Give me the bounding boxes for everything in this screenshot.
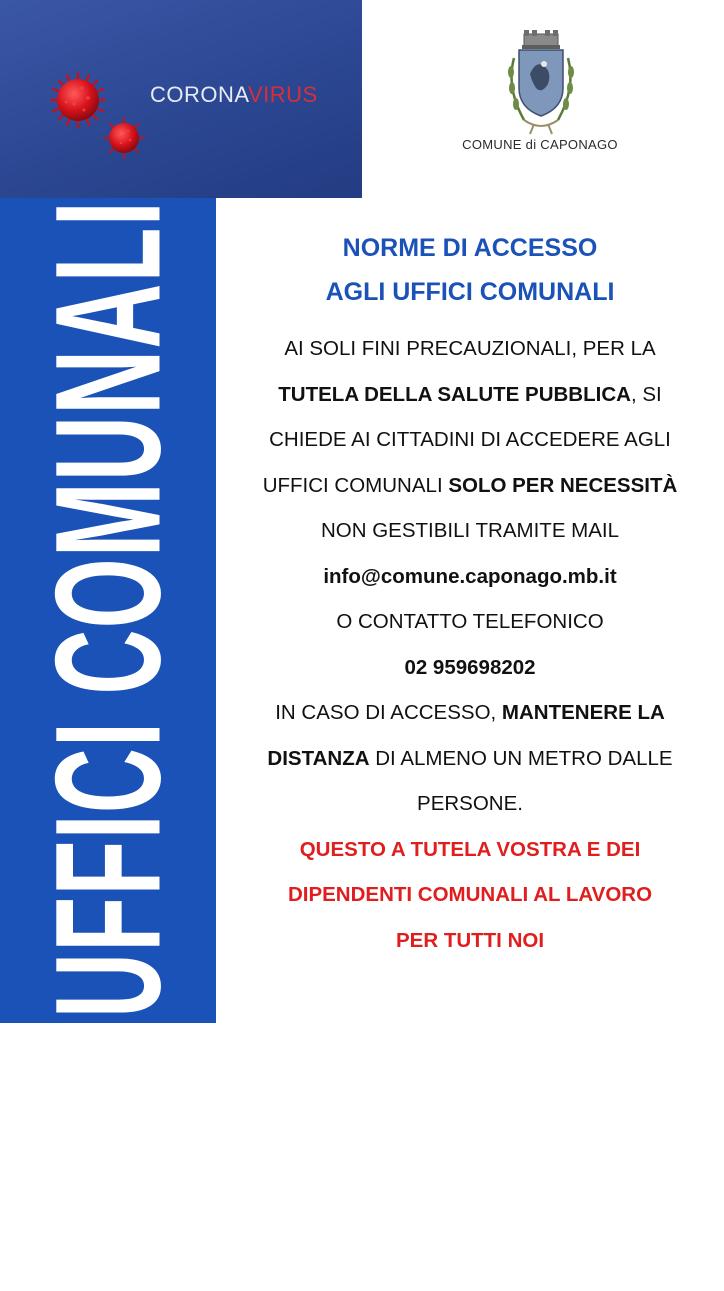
highlight-only-necessity: SOLO PER NECESSITÀ bbox=[448, 473, 678, 497]
warning-line-1: QUESTO A TUTELA VOSTRA E DEI bbox=[299, 837, 641, 861]
title-virus: VIRUS bbox=[247, 82, 318, 107]
body-line: TUTELA DELLA SALUTE PUBBLICA, SI bbox=[278, 382, 662, 406]
sidebar-vertical-title: UFFICI COMUNALI bbox=[23, 200, 192, 1018]
warning-line-3: PER TUTTI NOI bbox=[395, 928, 545, 952]
title-corona: CORONA bbox=[150, 82, 248, 107]
sidebar-band bbox=[0, 198, 216, 1023]
body-line: O CONTATTO TELEFONICO bbox=[336, 610, 604, 633]
body-line: DISTANZA DI ALMENO UN METRO DALLE bbox=[267, 746, 673, 770]
body-line: IN CASO DI ACCESSO, MANTENERE LA bbox=[275, 701, 665, 724]
email-address: info@comune.caponago.mb.it bbox=[323, 564, 617, 588]
body-line: AI SOLI FINI PRECAUZIONALI, PER LA bbox=[284, 337, 656, 360]
heading-line-1: NORME DI ACCESSO bbox=[342, 234, 598, 262]
highlight-public-health: TUTELA DELLA SALUTE PUBBLICA bbox=[278, 382, 631, 406]
highlight-distance: DISTANZA bbox=[267, 746, 370, 770]
body-line: UFFICI COMUNALI SOLO PER NECESSITÀ bbox=[262, 473, 678, 497]
body-line: NON GESTIBILI TRAMITE MAIL bbox=[320, 519, 620, 542]
highlight-keep: MANTENERE LA bbox=[501, 701, 665, 724]
notice-heading bbox=[216, 226, 724, 314]
municipality-name: COMUNE di CAPONAGO bbox=[462, 137, 618, 152]
heading-line-2: AGLI UFFICI COMUNALI bbox=[325, 278, 615, 306]
body-line: PERSONE. bbox=[417, 792, 523, 815]
phone-number: 02 959698202 bbox=[404, 655, 536, 679]
body-line: CHIEDE AI CITTADINI DI ACCEDERE AGLI bbox=[269, 428, 671, 451]
municipal-coat-of-arms-icon bbox=[500, 28, 582, 138]
notice-content bbox=[216, 220, 724, 963]
notice-body bbox=[216, 326, 724, 827]
warning-line-2: DIPENDENTI COMUNALI AL LAVORO bbox=[287, 883, 653, 906]
warning-message bbox=[216, 827, 724, 964]
